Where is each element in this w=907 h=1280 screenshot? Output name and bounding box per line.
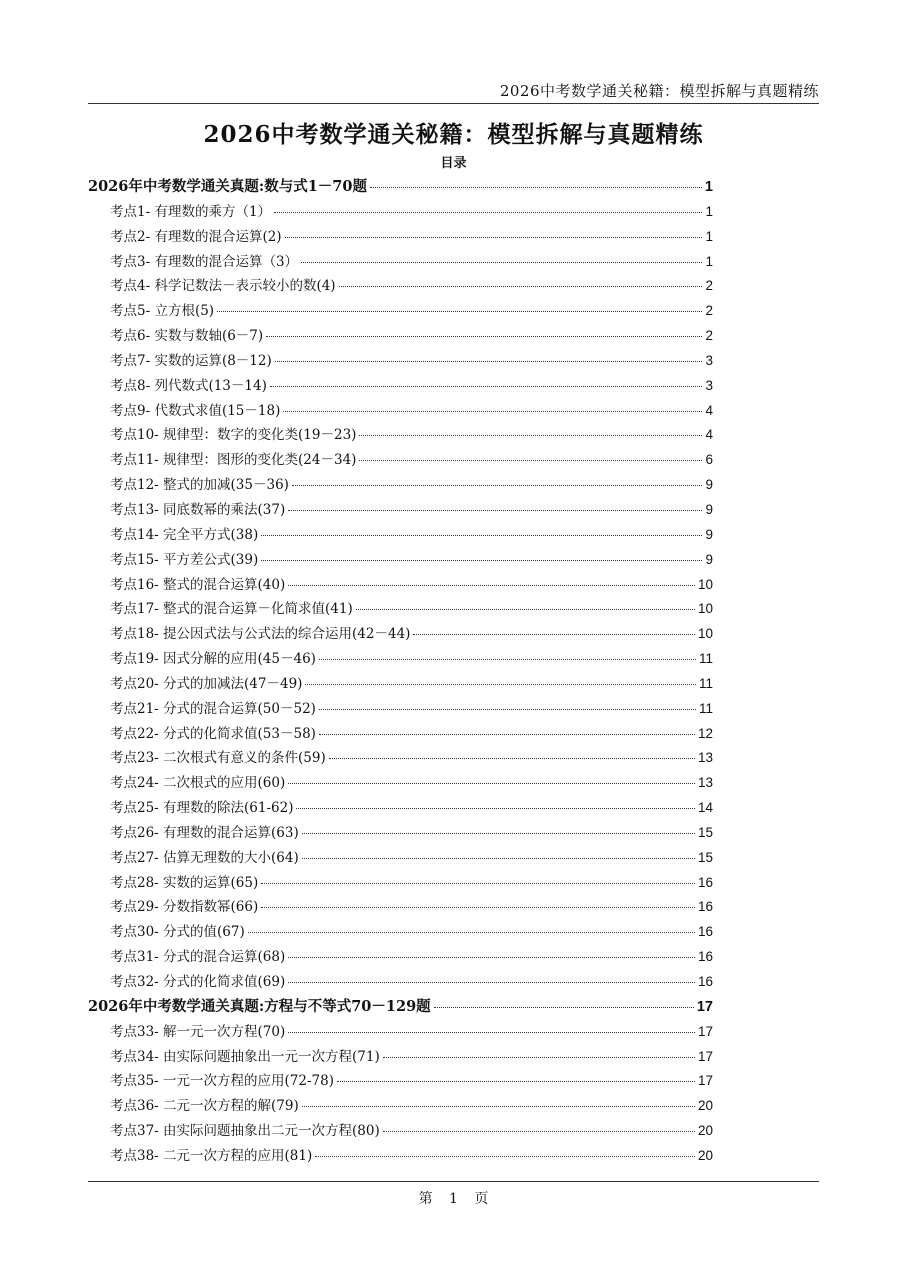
toc-entry-label: 考点31- 分式的混合运算(68) <box>110 949 286 966</box>
toc-entry-page-number: 11 <box>698 651 713 667</box>
toc-dot-leader <box>305 684 696 685</box>
toc-entry-page-number: 20 <box>697 1123 713 1139</box>
toc-topic-entry[interactable] <box>88 1119 713 1144</box>
toc-topic-entry[interactable] <box>88 274 713 299</box>
toc-topic-entry[interactable] <box>88 622 713 647</box>
toc-dot-leader <box>292 485 703 486</box>
toc-entry-label: 考点24- 二次根式的应用(60) <box>110 775 286 792</box>
toc-topic-entry[interactable] <box>88 299 713 324</box>
toc-entry-page-number: 2 <box>705 278 713 294</box>
toc-entry-label: 考点6- 实数与数轴(6－7) <box>110 328 264 345</box>
toc-entry-page-number: 20 <box>697 1098 713 1114</box>
toc-dot-leader <box>217 311 702 312</box>
toc-topic-entry[interactable] <box>88 473 713 498</box>
toc-entry-label: 考点30- 分式的值(67) <box>110 924 245 941</box>
toc-entry-page-number: 15 <box>697 849 713 865</box>
toc-dot-leader <box>275 361 703 362</box>
toc-entry-label: 考点15- 平方差公式(39) <box>110 551 259 568</box>
toc-entry-page-number: 3 <box>705 352 713 368</box>
toc-entry-label: 考点16- 整式的混合运算(40) <box>110 576 286 593</box>
toc-entry-label: 2026年中考数学通关真题:数与式1－70题 <box>88 178 367 195</box>
toc-entry-page-number: 4 <box>705 427 713 443</box>
toc-topic-entry[interactable] <box>88 895 713 920</box>
toc-entry-label: 考点25- 有理数的除法(61-62) <box>110 800 294 817</box>
toc-dot-leader <box>413 634 695 635</box>
toc-entry-page-number: 20 <box>697 1147 713 1163</box>
toc-topic-entry[interactable] <box>88 846 713 871</box>
toc-entry-page-number: 16 <box>697 974 713 989</box>
toc-topic-entry[interactable] <box>88 448 713 473</box>
toc-topic-entry[interactable] <box>88 324 713 349</box>
toc-entry-page-number: 16 <box>697 949 713 965</box>
document-title: 2026中考数学通关秘籍：模型拆解与真题精练 <box>203 121 704 148</box>
toc-entry-page-number: 9 <box>705 501 713 517</box>
toc-topic-entry[interactable] <box>88 1045 713 1070</box>
toc-entry-page-number: 11 <box>698 700 713 716</box>
toc-dot-leader <box>288 585 695 586</box>
toc-entry-page-number: 10 <box>697 626 713 642</box>
toc-dot-leader <box>359 435 702 436</box>
toc-entry-label: 考点21- 分式的混合运算(50－52) <box>110 700 316 717</box>
toc-entry-label: 考点13- 同底数幂的乘法(37) <box>110 501 286 518</box>
toc-dot-leader <box>339 286 703 287</box>
toc-entry-label: 考点17- 整式的混合运算－化简求值(41) <box>110 601 353 618</box>
toc-dot-leader <box>285 237 703 238</box>
toc-dot-leader <box>337 1081 695 1082</box>
toc-entry-page-number: 10 <box>697 601 713 617</box>
toc-topic-entry[interactable] <box>88 498 713 523</box>
toc-heading: 目录 <box>440 156 467 171</box>
toc-entry-page-number: 1 <box>705 228 713 244</box>
toc-entry-page-number: 17 <box>697 1048 713 1064</box>
toc-topic-entry[interactable] <box>88 1069 713 1094</box>
toc-dot-leader <box>301 262 702 263</box>
toc-entry-page-number: 2 <box>705 303 713 319</box>
toc-dot-leader <box>296 808 694 809</box>
header-divider <box>88 103 819 104</box>
toc-topic-entry[interactable] <box>88 423 713 448</box>
toc-entry-page-number: 13 <box>697 775 713 791</box>
toc-entry-label: 2026年中考数学通关真题:方程与不等式70－129题 <box>88 997 431 1015</box>
toc-dot-leader <box>302 858 695 859</box>
toc-topic-entry[interactable] <box>88 821 713 846</box>
toc-entry-page-number: 16 <box>697 874 713 890</box>
toc-dot-leader <box>288 957 695 958</box>
toc-entry-label: 考点9- 代数式求值(15－18) <box>110 402 281 419</box>
toc-entry-label: 考点35- 一元一次方程的应用(72-78) <box>110 1073 334 1090</box>
toc-entry-page-number: 4 <box>705 402 713 418</box>
toc-entry-page-number: 17 <box>696 998 713 1015</box>
toc-entry-label: 考点5- 立方根(5) <box>110 303 215 320</box>
toc-dot-leader <box>266 336 702 337</box>
toc-dot-leader <box>383 1057 695 1058</box>
toc-dot-leader <box>270 386 703 387</box>
toc-dot-leader <box>283 411 702 412</box>
toc-entry-page-number: 1 <box>705 253 713 269</box>
toc-section-entry[interactable] <box>88 995 713 1020</box>
toc-topic-entry[interactable] <box>88 970 713 995</box>
footer-prefix: 第 <box>418 1191 433 1207</box>
toc-dot-leader <box>329 758 695 759</box>
toc-dot-leader <box>383 1131 695 1132</box>
toc-dot-leader <box>302 1106 695 1107</box>
toc-dot-leader <box>319 709 696 710</box>
toc-topic-entry[interactable] <box>88 771 713 796</box>
toc-entry-page-number: 9 <box>705 477 713 493</box>
toc-dot-leader <box>319 734 695 735</box>
toc-entry-label: 考点18- 提公因式法与公式法的综合运用(42－44) <box>110 626 411 643</box>
toc-entry-label: 考点10- 规律型：数字的变化类(19－23) <box>110 427 357 444</box>
toc-entry-page-number: 10 <box>697 576 713 592</box>
footer-suffix: 页 <box>474 1191 489 1207</box>
toc-entry-page-number: 12 <box>697 725 713 741</box>
toc-entry-page-number: 9 <box>705 526 713 542</box>
toc-topic-entry[interactable] <box>88 1144 713 1169</box>
toc-topic-entry[interactable] <box>88 399 713 424</box>
toc-dot-leader <box>288 982 695 983</box>
toc-entry-page-number: 6 <box>705 452 713 468</box>
toc-entry-label: 考点12- 整式的加减(35－36) <box>110 477 289 494</box>
toc-entry-label: 考点29- 分数指数幂(66) <box>110 899 259 916</box>
toc-entry-label: 考点28- 实数的运算(65) <box>110 874 259 891</box>
toc-entry-label: 考点8- 列代数式(13－14) <box>110 377 267 394</box>
toc-entry-label: 考点36- 二元一次方程的解(79) <box>110 1098 299 1115</box>
toc-entry-label: 考点14- 完全平方式(38) <box>110 526 259 543</box>
toc-dot-leader <box>261 535 702 536</box>
toc-dot-leader <box>261 883 695 884</box>
toc-entry-page-number: 3 <box>705 377 713 393</box>
toc-topic-entry[interactable] <box>88 597 713 622</box>
toc-topic-entry[interactable] <box>88 746 713 771</box>
toc-topic-entry[interactable] <box>88 871 713 896</box>
page-footer <box>0 1188 907 1208</box>
toc-entry-label: 考点32- 分式的化简求值(69) <box>110 974 286 990</box>
footer-divider <box>88 1181 819 1182</box>
toc-entry-label: 考点4- 科学记数法－表示较小的数(4) <box>110 278 336 295</box>
toc-topic-entry[interactable] <box>88 548 713 573</box>
toc-entry-page-number: 13 <box>697 750 713 766</box>
toc-dot-leader <box>288 1032 695 1033</box>
toc-dot-leader <box>315 1156 695 1157</box>
toc-entry-label: 考点20- 分式的加减法(47－49) <box>110 675 303 692</box>
toc-entry-label: 考点37- 由实际问题抽象出二元一次方程(80) <box>110 1123 380 1140</box>
toc-entry-label: 考点38- 二元一次方程的应用(81) <box>110 1147 313 1164</box>
toc-entry-page-number: 1 <box>704 179 713 195</box>
toc-dot-leader <box>370 187 702 188</box>
toc-entry-label: 考点7- 实数的运算(8－12) <box>110 352 272 369</box>
toc-topic-entry[interactable] <box>88 250 713 275</box>
toc-entry-label: 考点2- 有理数的混合运算(2) <box>110 228 282 245</box>
footer-page-number: 1 <box>449 1191 458 1207</box>
toc-entry-label: 考点11- 规律型：图形的变化类(24－34) <box>110 452 357 469</box>
toc-entry-page-number: 9 <box>705 551 713 567</box>
toc-entry-label: 考点26- 有理数的混合运算(63) <box>110 824 299 841</box>
toc-topic-entry[interactable] <box>88 722 713 747</box>
toc-dot-leader <box>261 907 695 908</box>
toc-dot-leader <box>319 659 696 660</box>
table-of-contents <box>88 175 713 1169</box>
toc-section-entry[interactable] <box>88 175 713 200</box>
toc-topic-entry[interactable] <box>88 920 713 945</box>
toc-dot-leader <box>248 932 695 933</box>
toc-topic-entry[interactable] <box>88 523 713 548</box>
toc-dot-leader <box>302 833 695 834</box>
toc-entry-page-number: 17 <box>697 1073 713 1089</box>
toc-topic-entry[interactable] <box>88 200 713 225</box>
toc-entry-label: 考点1- 有理数的乘方（1） <box>110 203 272 220</box>
toc-entry-label: 考点33- 解一元一次方程(70) <box>110 1023 286 1040</box>
toc-dot-leader <box>356 609 695 610</box>
toc-entry-page-number: 16 <box>697 899 713 915</box>
toc-entry-page-number: 11 <box>698 675 713 691</box>
toc-entry-page-number: 17 <box>697 1023 713 1039</box>
toc-topic-entry[interactable] <box>88 573 713 598</box>
toc-entry-page-number: 1 <box>705 203 713 219</box>
toc-entry-label: 考点27- 估算无理数的大小(64) <box>110 849 299 866</box>
toc-dot-leader <box>434 1007 694 1008</box>
toc-topic-entry[interactable] <box>88 672 713 697</box>
running-header: 2026中考数学通关秘籍：模型拆解与真题精练 <box>499 82 819 100</box>
toc-entry-label: 考点3- 有理数的混合运算（3） <box>110 253 299 270</box>
toc-entry-label: 考点34- 由实际问题抽象出一元一次方程(71) <box>110 1048 380 1065</box>
toc-topic-entry[interactable] <box>88 1020 713 1045</box>
toc-topic-entry[interactable] <box>88 796 713 821</box>
toc-topic-entry[interactable] <box>88 697 713 722</box>
toc-entry-page-number: 2 <box>705 328 713 344</box>
toc-dot-leader <box>288 783 695 784</box>
toc-entry-page-number: 14 <box>697 800 713 816</box>
toc-entry-page-number: 16 <box>697 924 713 940</box>
toc-topic-entry[interactable] <box>88 945 713 970</box>
toc-topic-entry[interactable] <box>88 349 713 374</box>
toc-topic-entry[interactable] <box>88 647 713 672</box>
toc-entry-label: 考点19- 因式分解的应用(45－46) <box>110 651 316 668</box>
toc-dot-leader <box>288 510 702 511</box>
toc-topic-entry[interactable] <box>88 374 713 399</box>
toc-dot-leader <box>274 212 702 213</box>
toc-entry-label: 考点23- 二次根式有意义的条件(59) <box>110 750 326 767</box>
toc-entry-label: 考点22- 分式的化简求值(53－58) <box>110 725 316 742</box>
toc-topic-entry[interactable] <box>88 225 713 250</box>
toc-topic-entry[interactable] <box>88 1094 713 1119</box>
toc-dot-leader <box>359 460 702 461</box>
toc-entry-page-number: 15 <box>697 824 713 840</box>
toc-dot-leader <box>261 560 702 561</box>
